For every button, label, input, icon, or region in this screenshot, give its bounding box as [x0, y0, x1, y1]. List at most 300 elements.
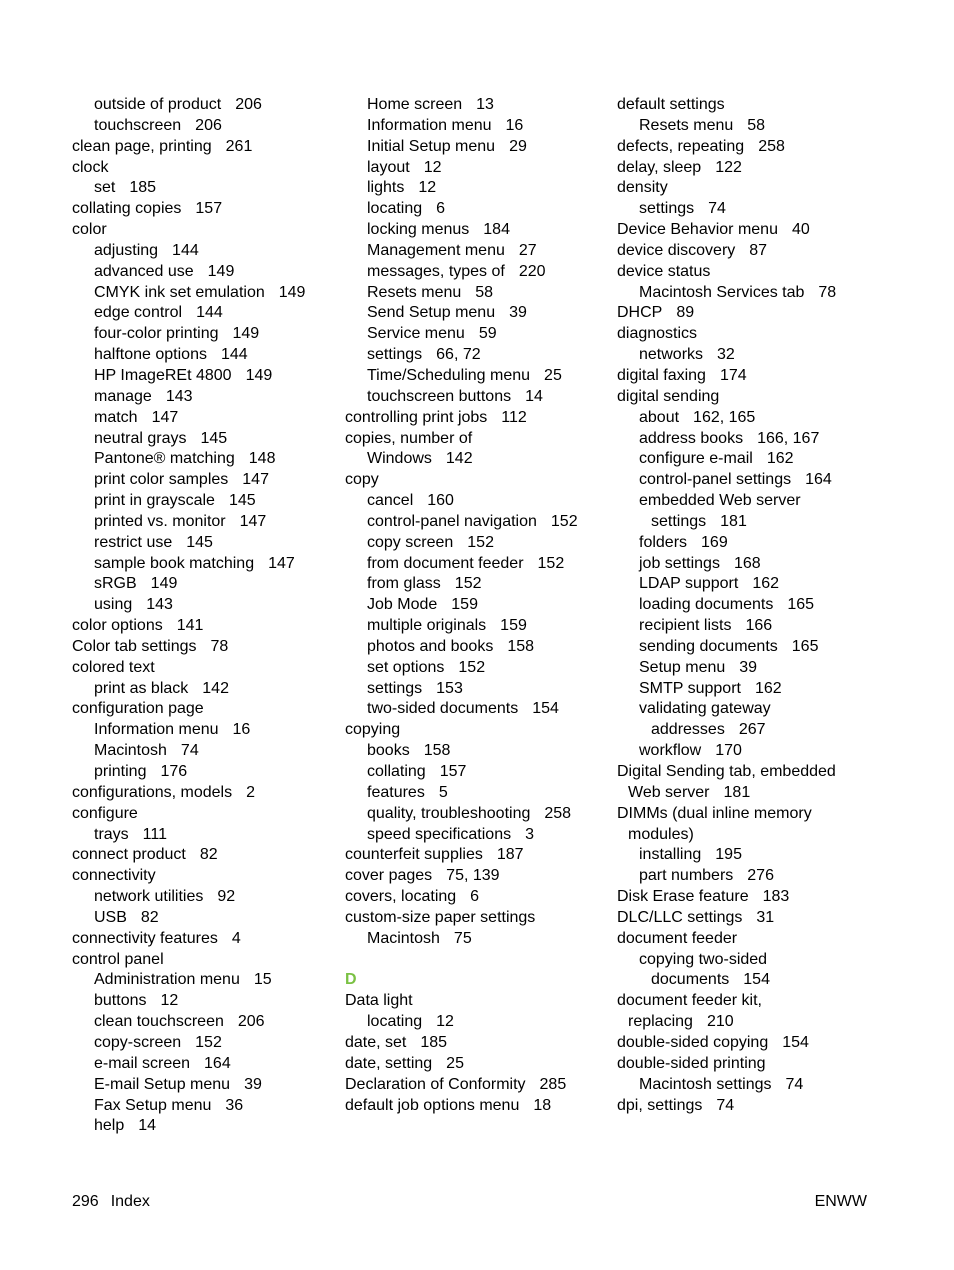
index-entry: [617, 178, 887, 199]
index-entry: [345, 158, 605, 179]
index-entry: [345, 283, 605, 304]
index-entry: [617, 825, 887, 846]
index-entry: [345, 199, 605, 220]
index-entry: [72, 574, 332, 595]
index-term: copy: [345, 471, 379, 489]
index-page-ref: 157: [195, 200, 223, 218]
index-page-ref: 12: [436, 1013, 454, 1031]
index-entry: [345, 866, 605, 887]
index-entry: [345, 554, 605, 575]
index-entry: [345, 929, 605, 950]
index-term: touchscreen: [94, 116, 182, 134]
index-term: Setup menu: [639, 658, 726, 676]
index-column-3: [617, 95, 887, 1116]
index-entry: [345, 825, 605, 846]
index-entry: [72, 887, 332, 908]
index-entry: [72, 533, 332, 554]
index-page-ref: 13: [476, 96, 494, 113]
index-entry: [345, 241, 605, 262]
index-entry: [617, 970, 887, 991]
index-entry: [617, 554, 887, 575]
index-page-ref: 66, 72: [436, 346, 481, 364]
index-page-ref: 74: [785, 1075, 804, 1093]
index-page-ref: 162: [752, 575, 780, 593]
index-term: Disk Erase feature: [617, 888, 749, 906]
index-entry: [345, 595, 605, 616]
index-entry: [72, 1033, 332, 1054]
index-entry: [345, 366, 605, 387]
index-term: outside of product: [94, 96, 222, 113]
index-entry: [345, 804, 605, 825]
index-term: printing: [94, 763, 147, 780]
index-page-ref: 15: [253, 971, 272, 989]
index-entry: [345, 324, 605, 345]
index-term: document feeder: [617, 929, 738, 947]
index-entry: [72, 241, 332, 262]
index-page-ref: 141: [176, 617, 204, 635]
index-entry: [617, 804, 887, 825]
index-page-ref: 170: [715, 742, 742, 760]
index-term: diagnostics: [617, 325, 698, 343]
index-entry: [617, 887, 887, 908]
index-page-ref: 168: [733, 554, 761, 572]
index-term: printed vs. monitor: [94, 512, 226, 530]
index-term: Initial Setup menu: [367, 137, 496, 155]
index-page-ref: 4: [231, 929, 241, 947]
index-page-ref: 165: [791, 637, 819, 655]
index-term: settings: [651, 512, 707, 530]
index-entry: [617, 595, 887, 616]
index-term: default settings: [617, 96, 725, 113]
index-term: replacing: [628, 1013, 693, 1031]
index-entry: [72, 345, 332, 366]
index-entry: [72, 491, 332, 512]
index-term: configure e-mail: [639, 450, 753, 468]
index-term: Windows: [367, 450, 432, 468]
index-page-ref: 183: [762, 888, 790, 906]
index-entry: [345, 345, 605, 366]
index-entry: [345, 679, 605, 700]
index-entry: [72, 95, 332, 116]
index-page-ref: 152: [550, 512, 578, 530]
index-term: covers, locating: [345, 888, 457, 906]
index-term: from glass: [367, 575, 441, 593]
index-entry: [617, 762, 887, 783]
index-page-ref: 158: [507, 637, 535, 655]
index-page-ref: 6: [436, 200, 446, 218]
index-page-ref: 165: [787, 596, 815, 614]
index-page-ref: 78: [210, 637, 229, 655]
index-page-ref: 144: [196, 304, 223, 322]
index-page-ref: 149: [245, 366, 273, 384]
index-term: DHCP: [617, 304, 663, 322]
index-term: modules): [628, 825, 694, 843]
index-term: neutral grays: [94, 429, 187, 447]
index-term: default job options menu: [345, 1096, 520, 1114]
index-term: network utilities: [94, 888, 204, 906]
index-entry: [72, 970, 332, 991]
index-term: E-mail Setup menu: [94, 1075, 231, 1093]
index-page-ref: 29: [509, 137, 527, 155]
index-term: clean page, printing: [72, 137, 212, 155]
index-term: LDAP support: [639, 575, 739, 593]
index-page-ref: 174: [719, 366, 747, 384]
index-term: Device Behavior menu: [617, 221, 778, 239]
index-term: Digital Sending tab, embedded: [617, 763, 836, 780]
index-term: workflow: [639, 742, 702, 760]
index-page-ref: 149: [232, 325, 260, 343]
index-term: copying two-sided: [639, 950, 768, 968]
index-entry: [345, 220, 605, 241]
index-term: Job Mode: [367, 596, 438, 614]
index-term: settings: [367, 679, 423, 697]
index-term: Service menu: [367, 325, 465, 343]
index-term: Color tab settings: [72, 637, 197, 655]
index-term: using: [94, 596, 133, 614]
index-term: copies, number of: [345, 429, 473, 447]
index-page-ref: 185: [129, 179, 157, 197]
index-entry: [72, 158, 332, 179]
index-term: color options: [72, 617, 163, 635]
index-entry: [617, 574, 887, 595]
index-page-ref: 166: [745, 617, 773, 635]
index-entry: [72, 178, 332, 199]
index-page-ref: 31: [756, 908, 775, 926]
index-term: settings: [639, 200, 695, 218]
index-page-ref: 145: [186, 533, 213, 551]
index-entry: [345, 991, 605, 1012]
index-term: collating copies: [72, 200, 182, 218]
index-page-ref: 74: [180, 742, 199, 760]
index-page-ref: 142: [202, 679, 229, 697]
index-entry: [72, 783, 332, 804]
index-page-ref: 162, 165: [693, 408, 756, 426]
index-page-ref: 149: [150, 575, 178, 593]
index-entry: [72, 741, 332, 762]
index-entry: [345, 137, 605, 158]
index-entry: [72, 449, 332, 470]
index-term: device status: [617, 262, 711, 280]
index-term: DLC/LLC settings: [617, 908, 743, 926]
index-page-ref: 148: [248, 450, 276, 468]
index-entry: [72, 908, 332, 929]
index-page-ref: 206: [235, 96, 262, 113]
index-entry: [617, 908, 887, 929]
index-term: halftone options: [94, 346, 207, 364]
index-entry: [617, 449, 887, 470]
index-term: sending documents: [639, 637, 778, 655]
index-entry: [72, 929, 332, 950]
index-entry: [617, 220, 887, 241]
index-entry: [617, 137, 887, 158]
index-entry: [617, 929, 887, 950]
index-term: date, set: [345, 1033, 407, 1051]
index-entry: [617, 241, 887, 262]
index-entry: [72, 116, 332, 137]
index-entry: [72, 554, 332, 575]
index-page-ref: 89: [676, 304, 695, 322]
index-entry: [617, 199, 887, 220]
index-entry: [345, 262, 605, 283]
index-entry: [617, 303, 887, 324]
index-page-ref: 122: [715, 158, 742, 176]
index-term: controlling print jobs: [345, 408, 488, 426]
index-term: date, setting: [345, 1054, 433, 1072]
index-entry: [617, 95, 887, 116]
index-term: clean touchscreen: [94, 1013, 224, 1031]
index-term: control panel: [72, 950, 164, 968]
index-term: buttons: [94, 992, 147, 1010]
index-page-ref: 276: [747, 867, 774, 885]
index-page-ref: 39: [244, 1075, 262, 1093]
index-term: Information menu: [367, 116, 492, 134]
index-page-ref: 6: [470, 888, 480, 906]
index-entry: [345, 658, 605, 679]
index-term: books: [367, 742, 410, 760]
index-term: messages, types of: [367, 262, 505, 280]
index-term: Fax Setup menu: [94, 1096, 212, 1114]
index-page-ref: 14: [138, 1117, 157, 1135]
index-term: validating gateway: [639, 700, 771, 718]
index-entry: [345, 1012, 605, 1033]
index-page-ref: 25: [544, 366, 562, 384]
index-entry: [345, 1054, 605, 1075]
index-page-ref: 12: [418, 179, 437, 197]
index-page-ref: 78: [818, 283, 837, 301]
index-entry: [345, 1075, 605, 1096]
index-term: photos and books: [367, 637, 494, 655]
index-entry: [72, 845, 332, 866]
index-term: copy-screen: [94, 1033, 182, 1051]
index-term: embedded Web server: [639, 492, 801, 510]
index-page-ref: 285: [539, 1075, 567, 1093]
index-entry: [617, 616, 887, 637]
index-term: SMTP support: [639, 679, 741, 697]
index-term: density: [617, 179, 668, 197]
index-page-ref: 16: [505, 116, 524, 134]
index-page-ref: 149: [207, 262, 235, 280]
index-term: folders: [639, 533, 688, 551]
index-entry: [617, 1033, 887, 1054]
index-entry: [345, 762, 605, 783]
index-entry: [617, 533, 887, 554]
index-entry: [72, 408, 332, 429]
index-term: print in grayscale: [94, 492, 215, 510]
index-entry: [617, 637, 887, 658]
index-entry: [72, 762, 332, 783]
index-entry: [617, 720, 887, 741]
index-page-ref: 206: [195, 116, 222, 134]
index-page-ref: 152: [195, 1033, 222, 1051]
index-entry: [617, 1054, 887, 1075]
index-page-ref: 157: [439, 763, 467, 780]
index-term: custom-size paper settings: [345, 908, 536, 926]
index-term: connectivity features: [72, 929, 218, 947]
index-entry: [72, 950, 332, 971]
index-term: document feeder kit,: [617, 992, 762, 1010]
index-entry: [72, 1054, 332, 1075]
index-term: cancel: [367, 492, 414, 510]
index-page-ref: 154: [782, 1033, 809, 1051]
index-entry: [72, 658, 332, 679]
index-entry: [72, 199, 332, 220]
index-page-ref: 181: [720, 512, 747, 530]
index-entry: [345, 512, 605, 533]
index-term: edge control: [94, 304, 183, 322]
index-term: trays: [94, 825, 129, 843]
index-term: Macintosh settings: [639, 1075, 772, 1093]
index-page-ref: 143: [146, 596, 173, 614]
index-term: documents: [651, 971, 730, 989]
index-term: copying: [345, 721, 401, 739]
index-term: help: [94, 1117, 125, 1135]
index-page-ref: 184: [483, 221, 510, 239]
index-page-ref: 142: [445, 450, 473, 468]
index-page-ref: 149: [278, 283, 306, 301]
index-page-ref: 39: [509, 304, 527, 322]
index-entry: [72, 324, 332, 345]
index-term: configure: [72, 804, 138, 822]
index-entry: [72, 1116, 332, 1137]
index-term: speed specifications: [367, 825, 512, 843]
index-page-ref: 18: [533, 1096, 552, 1114]
index-entry: [345, 574, 605, 595]
index-term: print color samples: [94, 471, 229, 489]
index-term: locating: [367, 200, 423, 218]
index-entry: [617, 658, 887, 679]
index-page-ref: 36: [225, 1096, 244, 1114]
index-entry: [72, 679, 332, 700]
index-page-ref: 39: [739, 658, 758, 676]
index-term: lights: [367, 179, 405, 197]
index-page-ref: 206: [237, 1013, 265, 1031]
index-page-ref: 144: [220, 346, 248, 364]
index-term: color: [72, 221, 107, 239]
index-page-ref: 111: [142, 825, 167, 843]
index-column-1: [72, 95, 332, 1137]
index-term: Send Setup menu: [367, 304, 496, 322]
index-page-ref: 75, 139: [446, 867, 500, 885]
index-entry: [72, 283, 332, 304]
index-page-ref: 164: [204, 1054, 231, 1072]
index-term: Time/Scheduling menu: [367, 366, 531, 384]
index-term: loading documents: [639, 596, 774, 614]
index-term: copy screen: [367, 533, 454, 551]
index-page-ref: 162: [754, 679, 782, 697]
index-page-ref: 74: [708, 200, 726, 218]
index-entry: [617, 950, 887, 971]
index-page-ref: 166, 167: [757, 429, 820, 447]
index-page-ref: 82: [199, 846, 218, 864]
index-term: configuration page: [72, 700, 204, 718]
index-term: locating: [367, 1013, 423, 1031]
index-entry: [72, 595, 332, 616]
index-term: adjusting: [94, 241, 159, 259]
index-entry: [345, 845, 605, 866]
index-page-ref: 16: [232, 721, 251, 739]
index-term: Macintosh Services tab: [639, 283, 805, 301]
index-page-ref: 27: [518, 241, 537, 259]
index-page-ref: 145: [228, 492, 256, 510]
index-term: configurations, models: [72, 783, 233, 801]
index-entry: [72, 512, 332, 533]
index-term: set: [94, 179, 116, 197]
index-page-ref: 160: [427, 492, 454, 510]
index-entry: [345, 741, 605, 762]
index-page-ref: 152: [458, 658, 486, 676]
index-page-ref: 154: [743, 971, 770, 989]
index-page-ref: 181: [723, 783, 751, 801]
index-page-ref: 164: [805, 471, 832, 489]
index-entry: [617, 429, 887, 450]
index-entry: [72, 720, 332, 741]
index-page-ref: 147: [268, 554, 295, 572]
index-entry: [617, 991, 887, 1012]
index-page-ref: 74: [716, 1096, 735, 1114]
index-term: defects, repeating: [617, 137, 745, 155]
index-entry: [345, 533, 605, 554]
index-page-ref: 12: [423, 158, 442, 176]
index-entry: [72, 137, 332, 158]
index-page-ref: 14: [525, 387, 543, 405]
index-term: two-sided documents: [367, 700, 519, 718]
index-page-ref: 40: [791, 221, 810, 239]
index-term: e-mail screen: [94, 1054, 191, 1072]
index-term: networks: [639, 346, 704, 364]
index-term: quality, troubleshooting: [367, 804, 531, 822]
index-entry: [617, 699, 887, 720]
index-page-ref: 2: [246, 783, 255, 801]
index-term: CMYK ink set emulation: [94, 283, 265, 301]
index-entry: [72, 991, 332, 1012]
index-entry: [617, 387, 887, 408]
index-entry: [345, 303, 605, 324]
index-page-ref: 152: [454, 575, 482, 593]
index-term: sRGB: [94, 575, 137, 593]
index-entry: [72, 637, 332, 658]
index-entry: [617, 783, 887, 804]
index-entry: [345, 449, 605, 470]
index-page-ref: 258: [544, 804, 572, 822]
index-term: delay, sleep: [617, 158, 702, 176]
index-entry: [345, 616, 605, 637]
footer-left: [72, 1193, 150, 1211]
index-term: connectivity: [72, 867, 156, 885]
index-page-ref: 32: [717, 346, 735, 364]
index-page-ref: 145: [200, 429, 228, 447]
index-term: about: [639, 408, 680, 426]
index-term: Web server: [628, 783, 710, 801]
index-entry: [617, 512, 887, 533]
index-page-ref: 87: [749, 241, 768, 259]
index-page-ref: 187: [496, 846, 524, 864]
index-page-ref: 267: [738, 721, 766, 739]
index-entry: [345, 699, 605, 720]
index-term: features: [367, 783, 425, 801]
index-term: Pantone® matching: [94, 450, 235, 468]
section-letter-heading: D: [345, 971, 357, 989]
index-entry: [72, 303, 332, 324]
index-term: dpi, settings: [617, 1096, 703, 1114]
index-term: cover pages: [345, 867, 433, 885]
index-term: address books: [639, 429, 744, 447]
index-term: layout: [367, 158, 410, 176]
index-entry: [345, 429, 605, 450]
index-entry: [72, 470, 332, 491]
index-entry: [617, 262, 887, 283]
index-term: job settings: [639, 554, 720, 572]
index-entry: [617, 845, 887, 866]
